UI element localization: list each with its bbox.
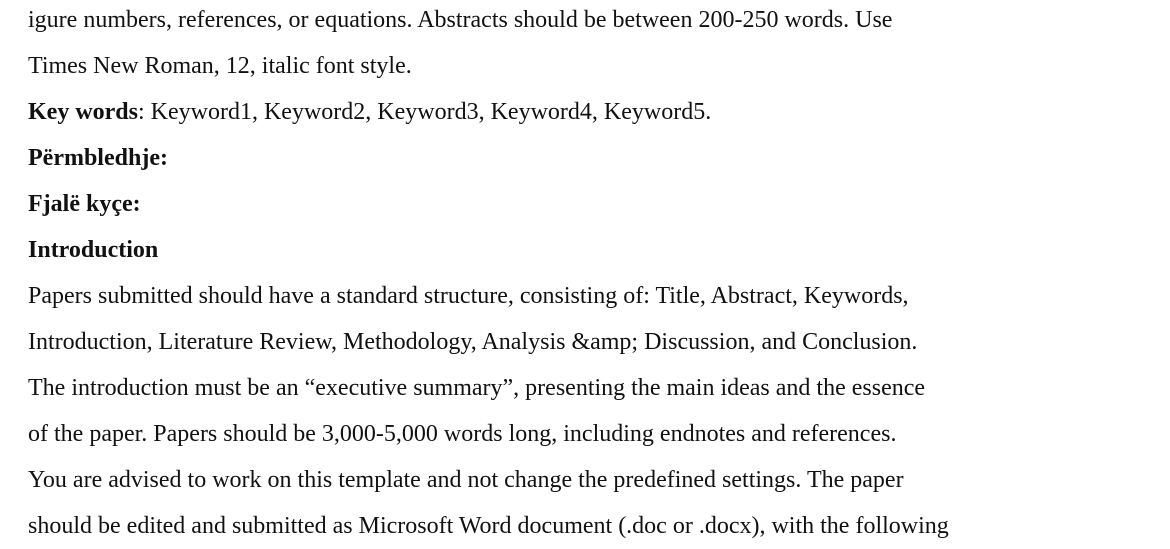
permbledhje-label: Përmbledhje: (28, 145, 168, 171)
fjale-kyce-label: Fjalë kyçe: (28, 191, 141, 217)
introduction-heading: Introduction (28, 237, 159, 263)
document-page (28, 0, 1148, 549)
introduction-line-3: The introduction must be an “executive summary”, presenting the main ideas and the essence (28, 375, 926, 401)
introduction-line-4: of the paper. Papers should be 3,000-5,000 words long, including endnotes and references. (28, 421, 897, 447)
abstract-line-2: Times New Roman, 12, italic font style. (28, 53, 412, 79)
introduction-line-5: You are advised to work on this template and not change the predefined settings. The paper (28, 467, 904, 493)
keywords-label: Key words (28, 99, 138, 125)
introduction-line-6: should be edited and submitted as Microsoft Word document (.doc or .docx), with the following (28, 513, 949, 539)
keywords-text: : Keyword1, Keyword2, Keyword3, Keyword4, Keyword5. (138, 99, 712, 125)
abstract-line-1: igure numbers, references, or equations. Abstracts should be between 200-250 words. Use (28, 7, 893, 33)
keywords-paragraph (28, 89, 1148, 135)
introduction-line-2: Introduction, Literature Review, Methodology, Analysis &amp; Discussion, and Conclusion. (28, 329, 918, 355)
introduction-line-1: Papers submitted should have a standard structure, consisting of: Title, Abstract, Keywords, (28, 283, 909, 309)
